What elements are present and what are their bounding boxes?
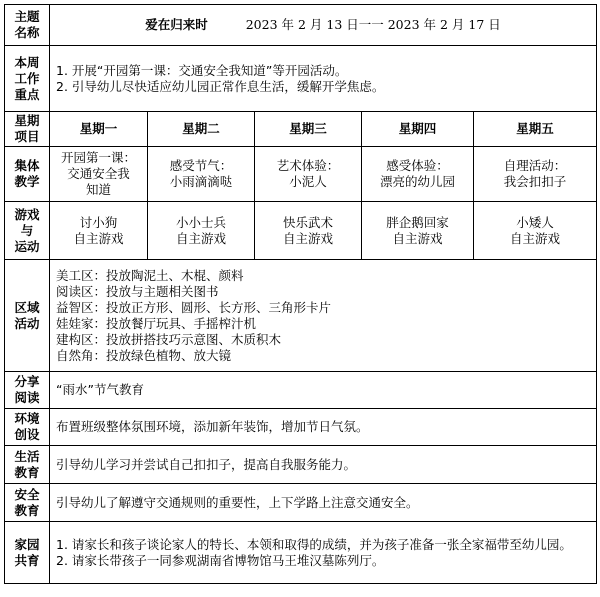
games-label: 游戏 与 运动 [5, 202, 50, 260]
area-item: 自然角：投放绿色植物、放大镜 [56, 347, 232, 363]
focus-row [5, 46, 597, 112]
day-tuesday: 星期二 [148, 112, 255, 147]
areas-row [5, 260, 597, 372]
theme-date-range: 2023 年 2 月 13 日一一 2023 年 2 月 17 日 [245, 17, 501, 32]
safety-label: 安全 教育 [5, 484, 50, 522]
family-item: 2. 请家长带孩子一同参观湖南省博物馆马王堆汉墓陈列厅。 [56, 552, 385, 568]
day-friday: 星期五 [474, 112, 597, 147]
games-cell-thu: 胖企鹅回家 自主游戏 [362, 202, 474, 260]
games-cell-tue: 小小士兵 自主游戏 [148, 202, 255, 260]
area-item: 娃娃家：投放餐厅玩具、手摇榨汁机 [56, 315, 257, 331]
day-monday: 星期一 [50, 112, 148, 147]
collective-row [5, 147, 597, 202]
day-thursday: 星期四 [362, 112, 474, 147]
share-row [5, 372, 597, 409]
games-cell-mon: 讨小狗 自主游戏 [50, 202, 148, 260]
collective-label: 集体 教学 [5, 147, 50, 202]
family-label: 家园 共育 [5, 522, 50, 584]
family-content [50, 522, 597, 584]
day-wednesday: 星期三 [255, 112, 362, 147]
theme-cell [50, 5, 597, 46]
collective-cell-wed: 艺术体验： 小泥人 [255, 147, 362, 202]
days-label: 星期 项目 [5, 112, 50, 147]
safety-row [5, 484, 597, 522]
share-label: 分享 阅读 [5, 372, 50, 409]
area-item: 美工区：投放陶泥土、木棍、颜料 [56, 267, 244, 283]
games-row [5, 202, 597, 260]
environment-row [5, 409, 597, 446]
focus-item: 1. 开展“开园第一课：交通安全我知道”等开园活动。 [56, 62, 348, 78]
life-content: 引导幼儿学习并尝试自己扣扣子，提高自我服务能力。 [50, 446, 597, 484]
share-content: “雨水”节气教育 [50, 372, 597, 409]
focus-item: 2. 引导幼儿尽快适应幼儿园正常作息生活，缓解开学焦虑。 [56, 78, 385, 94]
life-label: 生活 教育 [5, 446, 50, 484]
area-item: 阅读区：投放与主题相关图书 [56, 283, 219, 299]
collective-cell-fri: 自理活动： 我会扣扣子 [474, 147, 597, 202]
collective-cell-tue: 感受节气： 小雨滴滴哒 [148, 147, 255, 202]
day-header-row [5, 112, 597, 147]
family-row [5, 522, 597, 584]
environment-content: 布置班级整体氛围环境，添加新年装饰，增加节日气氛。 [50, 409, 597, 446]
safety-content: 引导幼儿了解遵守交通规则的重要性，上下学路上注意交通安全。 [50, 484, 597, 522]
areas-label: 区域 活动 [5, 260, 50, 372]
family-item: 1. 请家长和孩子谈论家人的特长、本领和取得的成绩，并为孩子准备一张全家福带至幼儿园。 [56, 536, 572, 552]
weekly-plan-table [4, 4, 597, 584]
theme-label: 主题 名称 [5, 5, 50, 46]
focus-label: 本周 工作 重点 [5, 46, 50, 112]
life-row [5, 446, 597, 484]
focus-content [50, 46, 597, 112]
area-item: 建构区：投放拼搭技巧示意图、木质积木 [56, 331, 282, 347]
collective-cell-thu: 感受体验： 漂亮的幼儿园 [362, 147, 474, 202]
areas-content [50, 260, 597, 372]
games-cell-wed: 快乐武术 自主游戏 [255, 202, 362, 260]
games-cell-fri: 小矮人 自主游戏 [474, 202, 597, 260]
theme-name: 爱在归来时 [145, 17, 208, 32]
area-item: 益智区：投放正方形、圆形、长方形、三角形卡片 [56, 299, 332, 315]
environment-label: 环境 创设 [5, 409, 50, 446]
theme-row [5, 5, 597, 46]
collective-cell-mon: 开园第一课： 交通安全我 知道 [50, 147, 148, 202]
